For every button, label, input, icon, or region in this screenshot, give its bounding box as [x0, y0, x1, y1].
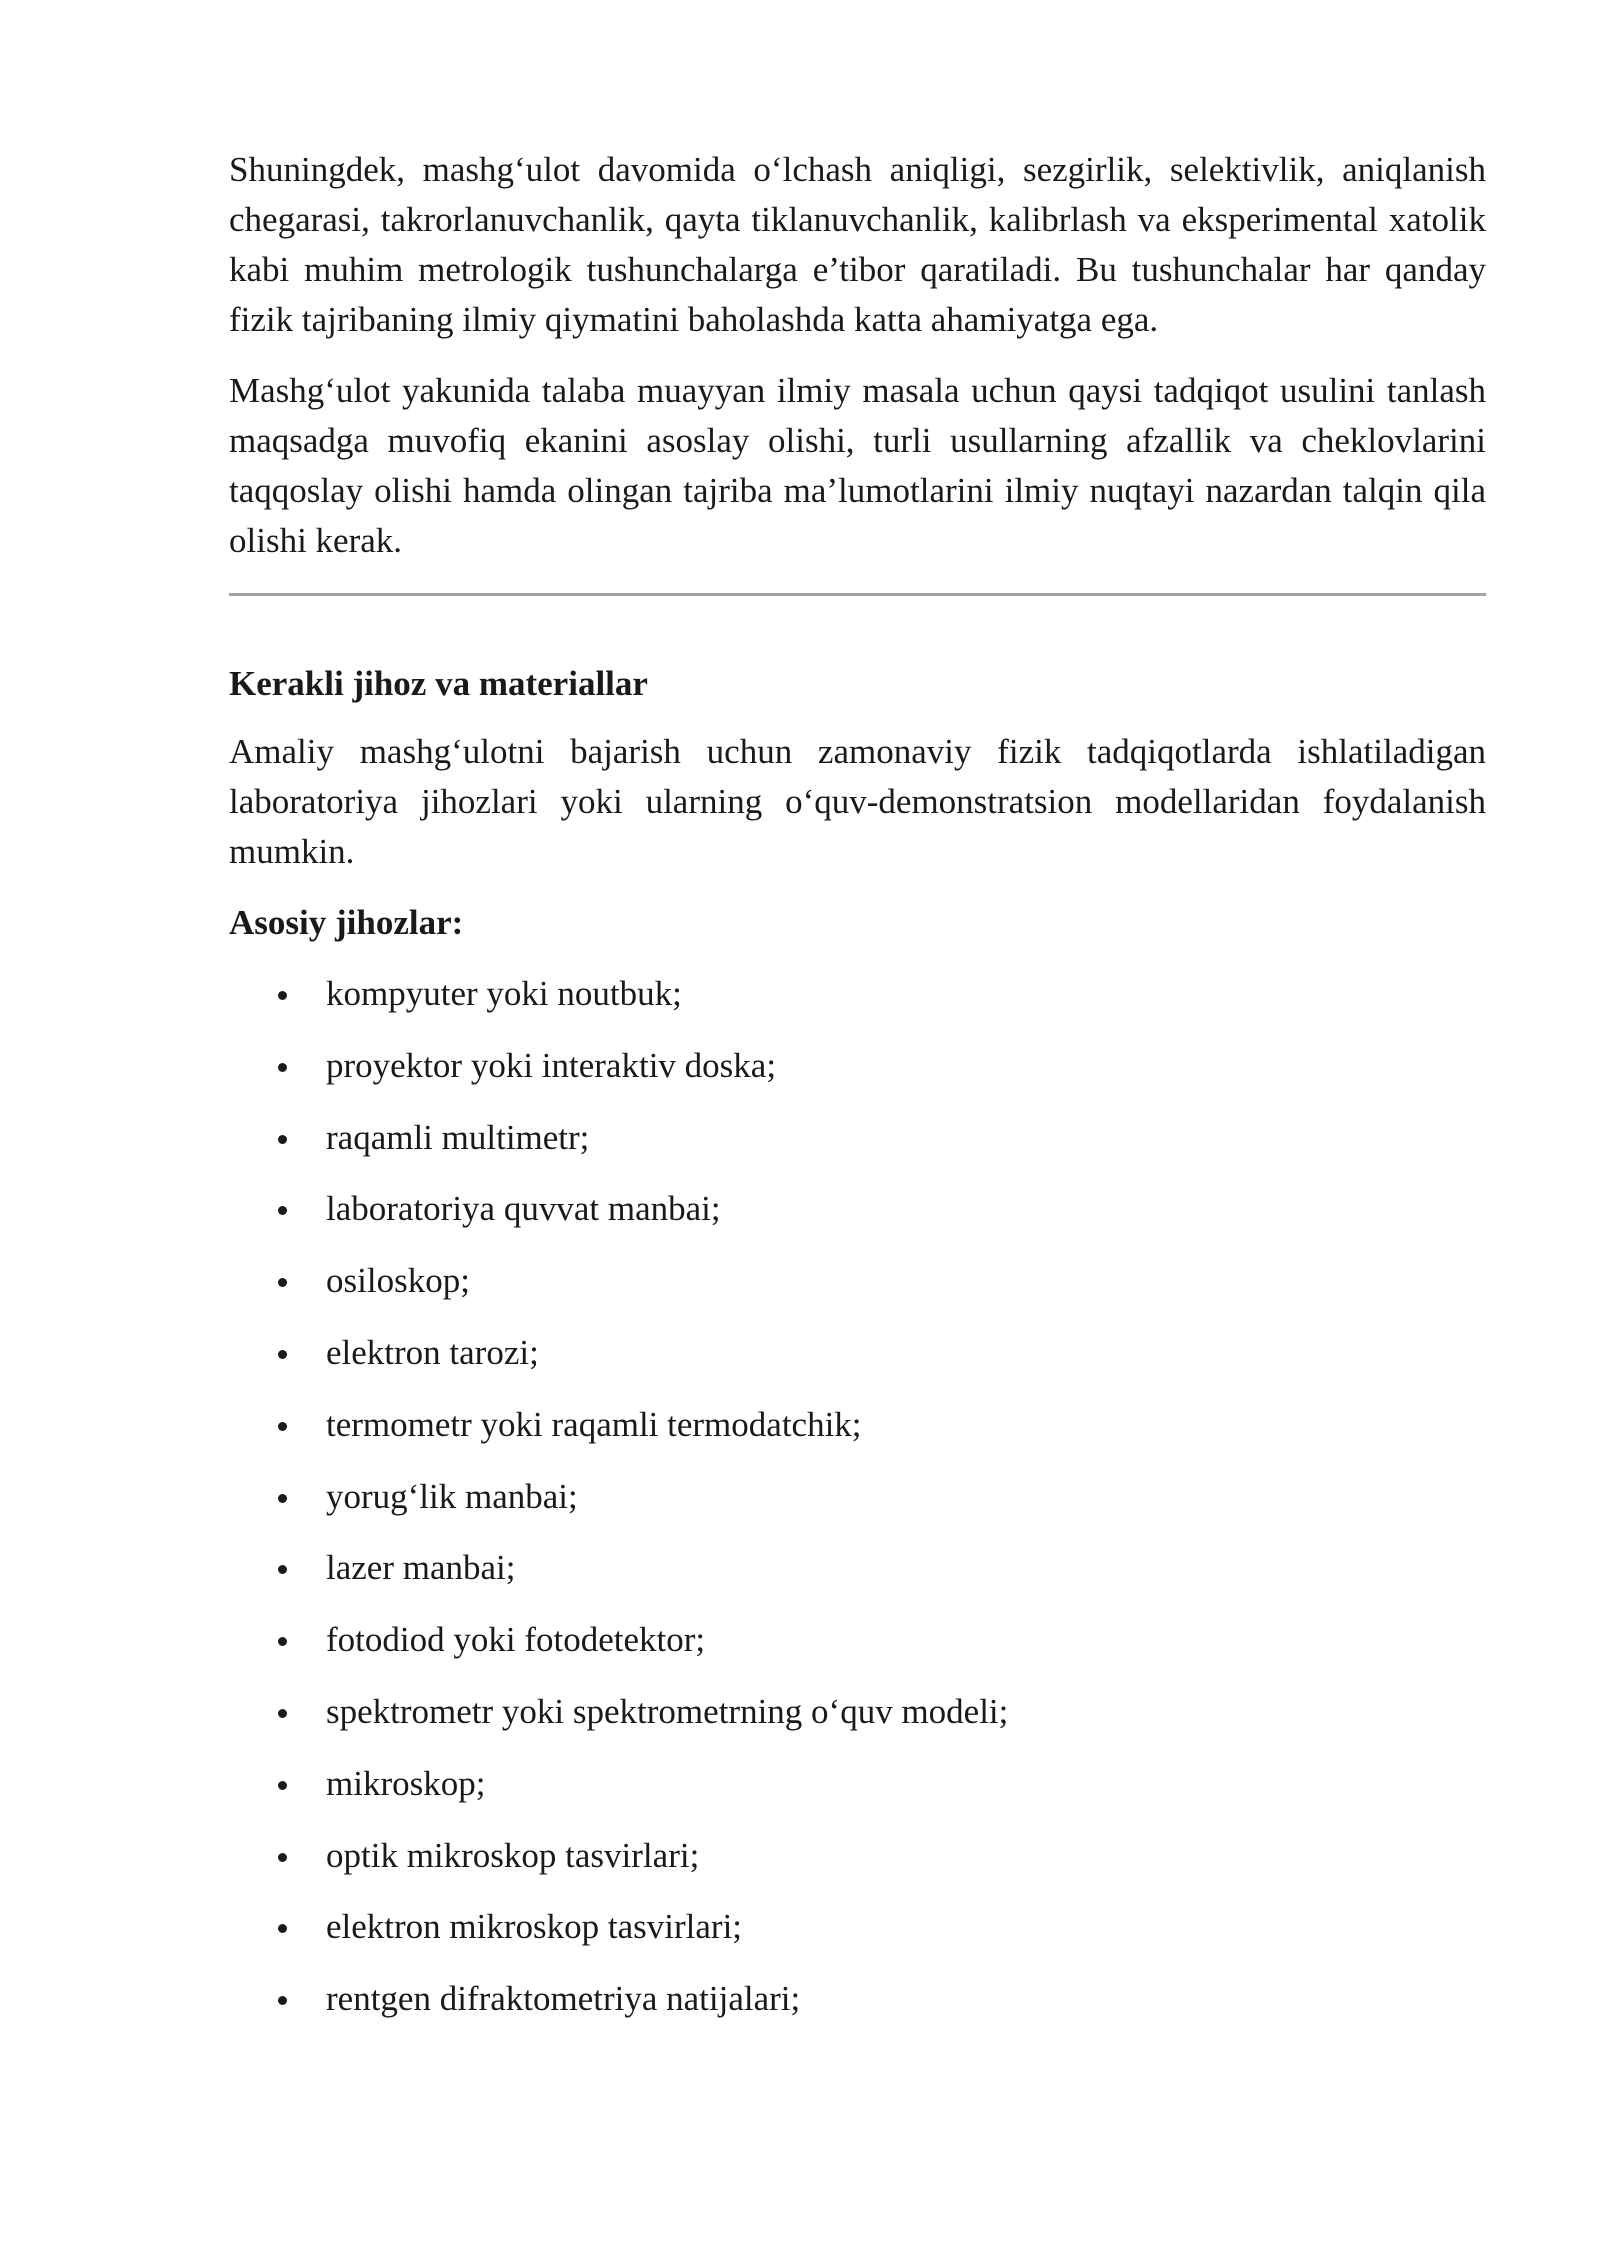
bullet-icon	[278, 1996, 287, 2005]
list-item	[229, 1328, 1486, 1378]
list-item-text: lazer manbai;	[326, 1548, 516, 1588]
bullet-icon	[278, 1206, 287, 1215]
bullet-icon	[278, 1278, 287, 1287]
list-item	[229, 1543, 1486, 1593]
list-item-text: raqamli multimetr;	[326, 1117, 590, 1157]
list-item	[229, 1113, 1486, 1163]
list-title: Asosiy jihozlar:	[229, 903, 464, 942]
list-item	[229, 1759, 1486, 1809]
list-item	[229, 1902, 1486, 1952]
list-item	[229, 1256, 1486, 1306]
bullet-icon	[278, 1422, 287, 1431]
list-item	[229, 1400, 1486, 1450]
list-item	[229, 1687, 1486, 1737]
list-item-text: spektrometr yoki spektrometrning o‘quv modeli;	[326, 1691, 1009, 1731]
intro-paragraph-2: Mashg‘ulot yakunida talaba muayyan ilmiy masala uchun qaysi tadqiqot usulini tanlash maqsadga muvofiq ekanini asoslay olishi, turli usullarning afzallik va cheklovlarini taqqoslay olishi hamda olingan tajriba ma’lumotlarini ilmiy nuqtayi nazardan talqin qila olishi kerak.	[229, 371, 1486, 560]
list-item	[229, 969, 1486, 1019]
section-heading: Kerakli jihoz va materiallar	[229, 664, 648, 703]
bullet-icon	[278, 1350, 287, 1359]
list-item	[229, 1041, 1486, 1091]
intro-paragraph-1: Shuningdek, mashg‘ulot davomida o‘lchash aniqligi, sezgirlik, selektivlik, aniqlanish chegarasi, takrorlanuvchanlik, qayta tiklanuvchanlik, kalibrlash va eksperimental xatolik kabi muhim metrologik tushunchalarga e’tibor qaratiladi. Bu tushunchalar har qanday fizik tajribaning ilmiy qiymatini baholashda katta ahamiyatga ega.	[229, 150, 1486, 339]
list-item	[229, 1831, 1486, 1881]
list-item-text: rentgen difraktometriya natijalari;	[326, 1979, 801, 2019]
list-item-text: proyektor yoki interaktiv doska;	[326, 1045, 777, 1085]
list-item-text: yorug‘lik manbai;	[326, 1476, 578, 1516]
list-item-text: kompyuter yoki noutbuk;	[326, 974, 682, 1013]
list-item-text: termometr yoki raqamli termodatchik;	[326, 1404, 862, 1444]
section-divider	[229, 593, 1486, 596]
bullet-icon	[278, 1924, 287, 1933]
list-item	[229, 1472, 1486, 1522]
bullet-icon	[278, 1565, 287, 1574]
list-item-text: fotodiod yoki fotodetektor;	[326, 1620, 706, 1660]
list-item	[229, 1184, 1486, 1234]
bullet-icon	[278, 1781, 287, 1790]
list-item-text: laboratoriya quvvat manbai;	[326, 1189, 721, 1229]
bullet-icon	[278, 1709, 287, 1718]
bullet-icon	[278, 1494, 287, 1503]
list-item	[229, 1974, 1486, 2024]
bullet-icon	[278, 1853, 287, 1862]
document-page	[229, 145, 1486, 2046]
equipment-paragraph: Amaliy mashg‘ulotni bajarish uchun zamonaviy fizik tadqiqotlarda ishlatiladigan laboratoriya jihozlari yoki ularning o‘quv-demonstratsion modellaridan foydalanish mumkin.	[229, 732, 1486, 871]
list-item-text: osiloskop;	[326, 1261, 470, 1301]
list-item-text: elektron tarozi;	[326, 1332, 539, 1372]
list-item-text: optik mikroskop tasvirlari;	[326, 1835, 700, 1875]
bullet-icon	[278, 991, 287, 1000]
list-item-text: elektron mikroskop tasvirlari;	[326, 1907, 743, 1947]
bullet-icon	[278, 1637, 287, 1646]
equipment-list	[229, 969, 1486, 2024]
bullet-icon	[278, 1063, 287, 1072]
list-item-text: mikroskop;	[326, 1763, 486, 1803]
list-item	[229, 1615, 1486, 1665]
bullet-icon	[278, 1135, 287, 1144]
